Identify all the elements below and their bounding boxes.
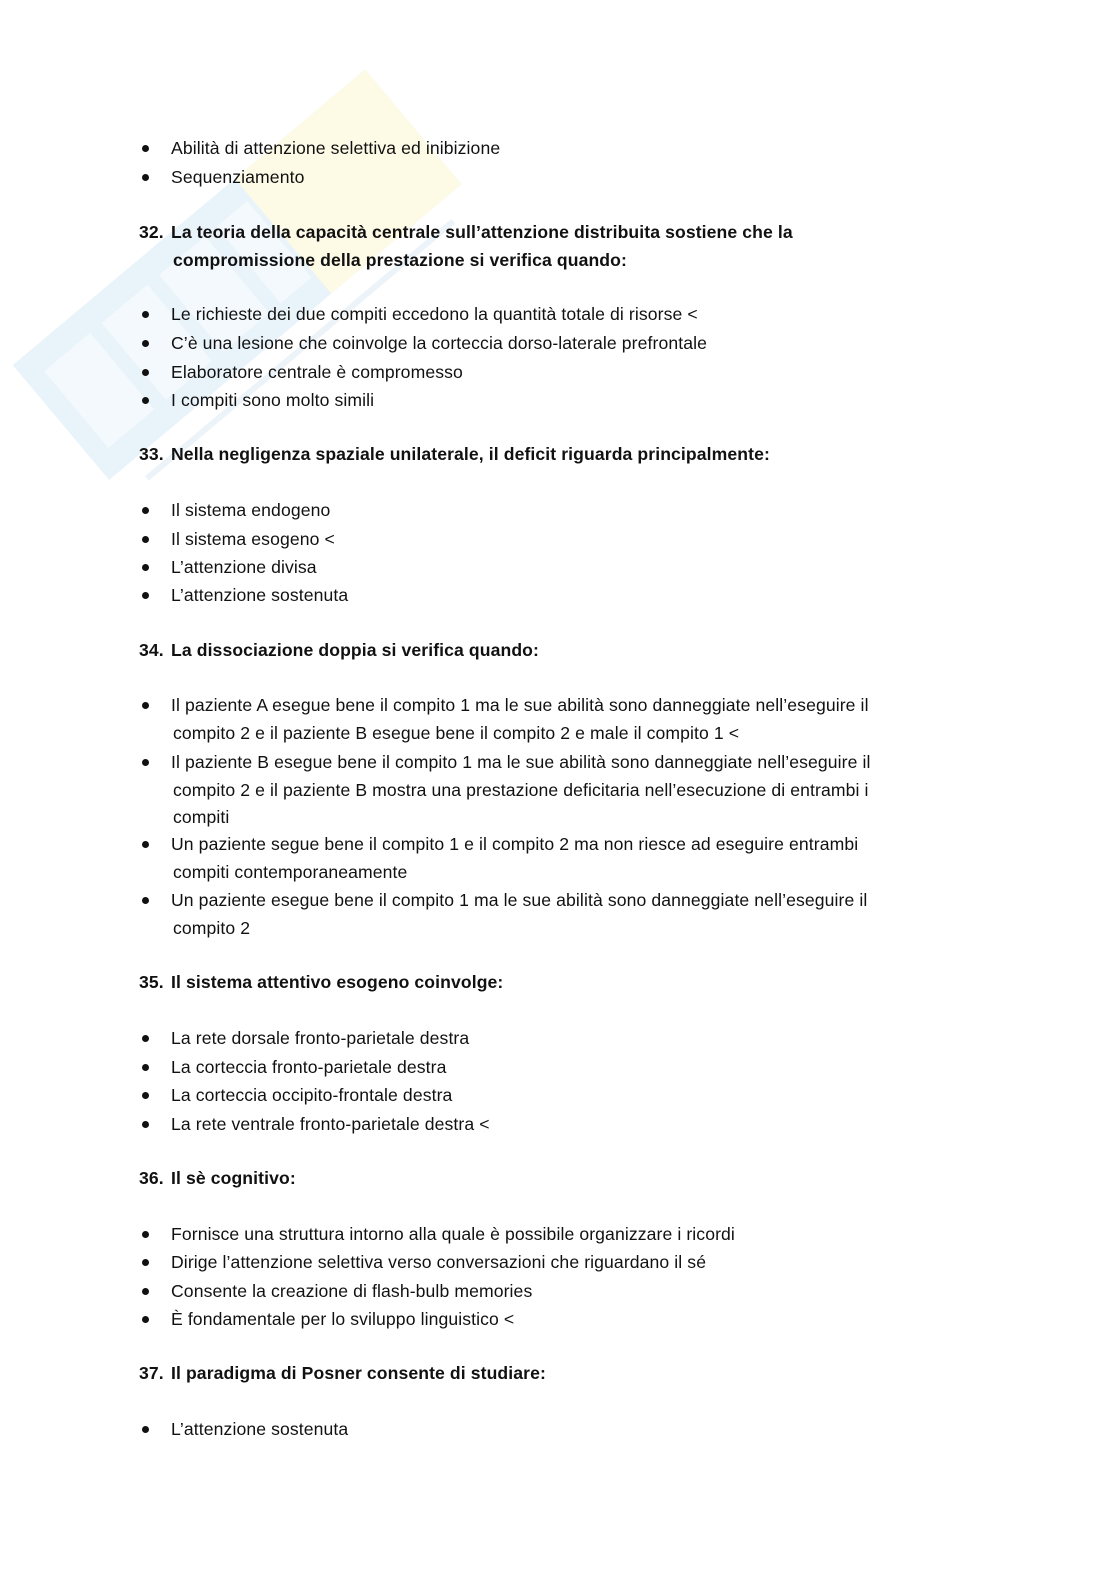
bullet-icon bbox=[142, 897, 149, 904]
question-heading bbox=[139, 442, 770, 466]
answer-option: Dirige l’attenzione selettiva verso conversazioni che riguardano il sé bbox=[171, 1252, 707, 1272]
bullet-icon bbox=[142, 841, 149, 848]
answer-option: Il paziente B esegue bene il compito 1 ma le sue abilità sono danneggiate nell’eseguire il bbox=[171, 752, 871, 772]
bullet-icon bbox=[142, 174, 149, 181]
answer-option: È fondamentale per lo sviluppo linguistico < bbox=[171, 1309, 515, 1329]
question-heading bbox=[139, 970, 503, 994]
answer-option: Il sistema esogeno < bbox=[171, 529, 335, 549]
bullet-icon bbox=[142, 536, 149, 543]
bullet-icon bbox=[142, 397, 149, 404]
bullet-icon bbox=[142, 369, 149, 376]
question-text: Il sè cognitivo: bbox=[171, 1168, 296, 1188]
answer-option: Fornisce una struttura intorno alla quale è possibile organizzare i ricordi bbox=[171, 1224, 735, 1244]
bullet-icon bbox=[142, 507, 149, 514]
question-text: Il paradigma di Posner consente di studiare: bbox=[171, 1363, 546, 1383]
question-number: 33. bbox=[139, 444, 164, 464]
question-text: La dissociazione doppia si verifica quando: bbox=[171, 640, 539, 660]
answer-option: La rete dorsale fronto-parietale destra bbox=[171, 1028, 470, 1048]
bullet-icon bbox=[142, 1035, 149, 1042]
answer-option: Elaboratore centrale è compromesso bbox=[171, 362, 463, 382]
bullet-icon bbox=[142, 1121, 149, 1128]
bullet-icon bbox=[142, 564, 149, 571]
question-number: 36. bbox=[139, 1168, 164, 1188]
answer-option: compito 2 e il paziente B mostra una prestazione deficitaria nell’esecuzione di entrambi i bbox=[173, 779, 869, 800]
question-number: 35. bbox=[139, 972, 164, 992]
bullet-icon bbox=[142, 592, 149, 599]
question-text: La teoria della capacità centrale sull’attenzione distribuita sostiene che la bbox=[171, 222, 793, 242]
answer-option: Le richieste dei due compiti eccedono la quantità totale di risorse < bbox=[171, 304, 698, 324]
question-number: 37. bbox=[139, 1363, 164, 1383]
question-heading bbox=[139, 638, 539, 662]
bullet-icon bbox=[142, 1316, 149, 1323]
answer-option: compito 2 bbox=[173, 917, 251, 938]
answer-option: La corteccia fronto-parietale destra bbox=[171, 1057, 447, 1077]
question-heading bbox=[139, 1361, 546, 1385]
question-text: Il sistema attentivo esogeno coinvolge: bbox=[171, 972, 504, 992]
bullet-icon bbox=[142, 311, 149, 318]
bullet-icon bbox=[142, 1259, 149, 1266]
bullet-icon bbox=[142, 702, 149, 709]
answer-option: Un paziente segue bene il compito 1 e il compito 2 ma non riesce ad eseguire entrambi bbox=[171, 834, 859, 854]
answer-option: compiti bbox=[173, 807, 230, 828]
answer-option: Il paziente A esegue bene il compito 1 ma le sue abilità sono danneggiate nell’eseguire il bbox=[171, 695, 869, 715]
question-text: Nella negligenza spaziale unilaterale, il deficit riguarda principalmente: bbox=[171, 444, 770, 464]
answer-option: L’attenzione sostenuta bbox=[171, 1419, 349, 1439]
question-number: 32. bbox=[139, 222, 164, 242]
bullet-icon bbox=[142, 1064, 149, 1071]
bullet-icon bbox=[142, 340, 149, 347]
bullet-icon bbox=[142, 759, 149, 766]
bullet-icon bbox=[142, 1288, 149, 1295]
question-text: compromissione della prestazione si verifica quando: bbox=[173, 249, 627, 270]
question-heading bbox=[139, 220, 793, 244]
answer-option: I compiti sono molto simili bbox=[171, 390, 375, 410]
answer-option: Il sistema endogeno bbox=[171, 500, 331, 520]
answer-option: Un paziente esegue bene il compito 1 ma le sue abilità sono danneggiate nell’eseguire il bbox=[171, 890, 868, 910]
bullet-icon bbox=[142, 145, 149, 152]
answer-option: C’è una lesione che coinvolge la corteccia dorso-laterale prefrontale bbox=[171, 333, 707, 353]
bullet-icon bbox=[142, 1231, 149, 1238]
answer-option: La corteccia occipito-frontale destra bbox=[171, 1085, 453, 1105]
answer-option: La rete ventrale fronto-parietale destra < bbox=[171, 1114, 490, 1134]
question-number: 34. bbox=[139, 640, 164, 660]
answer-option: Sequenziamento bbox=[171, 167, 305, 187]
answer-option: Consente la creazione di flash-bulb memories bbox=[171, 1281, 533, 1301]
answer-option: L’attenzione divisa bbox=[171, 557, 317, 577]
bullet-icon bbox=[142, 1092, 149, 1099]
question-heading bbox=[139, 1166, 296, 1190]
bullet-icon bbox=[142, 1426, 149, 1433]
answer-option: compiti contemporaneamente bbox=[173, 861, 408, 882]
answer-option: Abilità di attenzione selettiva ed inibizione bbox=[171, 138, 501, 158]
answer-option: L’attenzione sostenuta bbox=[171, 585, 349, 605]
answer-option: compito 2 e il paziente B esegue bene il compito 2 e male il compito 1 < bbox=[173, 722, 740, 743]
